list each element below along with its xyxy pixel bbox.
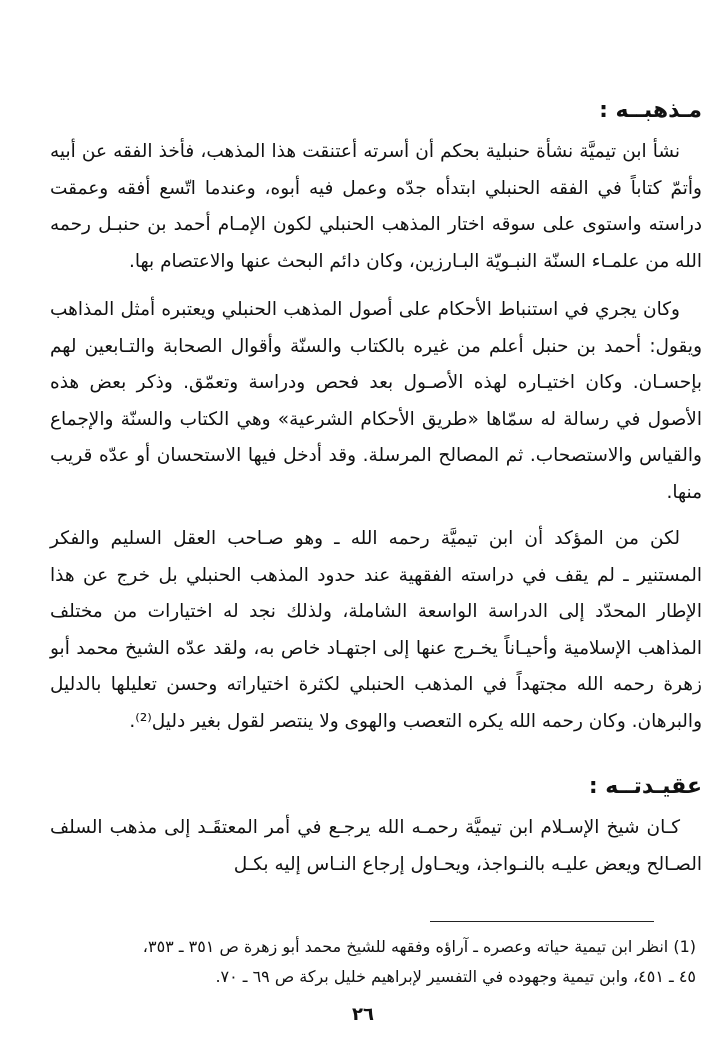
paragraph-2: وكان يجري في استنباط الأحكام على أصول المذهب الحنبلي ويعتبره أمثل المذاهب ويقول: أحمد بن حنبل أعلم من غيره بالكتاب والسنّة وأقوال الصحابة والتـابعين لهم بإحسـان. وكان اختيـاره لهذه الأصـول بعد فحص ودراسة وتعمّق. وذكر بعض هذه الأصول في رسالة له سمّاها «طريق الأحكام الشرعية» وهي الكتاب والسنّة والإجماع والقياس والاستصحاب. ثم المصالح المرسلة. وقد أدخل فيها الاستحسان أو عدّه قريب منها. bbox=[50, 299, 702, 503]
section-heading-madhhab: مـذهبــه : bbox=[599, 98, 702, 123]
paragraph-3: لكن من المؤكد أن ابن تيميَّة رحمه الله ـ وهو صـاحب العقل السليم والفكر المستنير ـ لم يقف في دراسته الفقهية عند حدود المذهب الحنبلي بل خرج عن هذا الإطار المحدّد إلى الدراسة الواسعة الشاملة، ولذلك نجد له اختيارات من مختلف المذاهب الإسلامية وأحيـاناً يخـرج عنها إلى اجتهـاد خاص به، ولقد عدّه الشيخ محمد أبو زهرة رحمه الله مجتهداً في المذهب الحنبلي لكثرة اختياراته وحسن تعليلها بالدليل والبرهان. وكان رحمه الله يكره التعصب والهوى ولا ينتصر لقول بغير دليل⁽²⁾. bbox=[50, 528, 702, 732]
footnote-line-2: ٤٥ ـ ٤٥١، وابن تيمية وجهوده في التفسير لإبراهيم خليل بركة ص ٦٩ ـ ٧٠. bbox=[215, 967, 696, 986]
page-body bbox=[50, 88, 702, 883]
page-number: ٢٦ bbox=[352, 1004, 374, 1025]
footnote-line-1: (1) انظر ابن تيمية حياته وعصره ـ آراؤه وفقهه للشيخ محمد أبو زهرة ص ٣٥١ ـ ٣٥٣، bbox=[142, 937, 696, 956]
footnotes bbox=[60, 932, 696, 992]
paragraph-4: كـان شيخ الإسـلام ابن تيميَّة رحمـه الله يرجـع في أمر المعتقَـد إلى مذهب السلف الصـالح ويعض عليـه بالنـواجذ، ويحـاول إرجاع النـاس إليه بكـل bbox=[50, 817, 702, 875]
section-heading-aqidah: عقيـدتــه : bbox=[588, 774, 702, 799]
footnote-separator bbox=[430, 921, 654, 922]
paragraph-1: نشأ ابن تيميَّة نشأة حنبلية بحكم أن أسرته أعتنقت هذا المذهب، فأخذ الفقه عن أبيه وأتمّ كتاباً في الفقه الحنبلي ابتدأه جدّه وعمل فيه أبوه، وعندما اتّسع أفقه وعمقت دراسته واستوى على سوقه اختار المذهب الحنبلي لكون الإمـام أحمد بن حنبـل رحمه الله من علمـاء السنّة النبـويّة البـارزين، وكان دائم البحث عنها والاعتصام بها. bbox=[50, 141, 702, 272]
